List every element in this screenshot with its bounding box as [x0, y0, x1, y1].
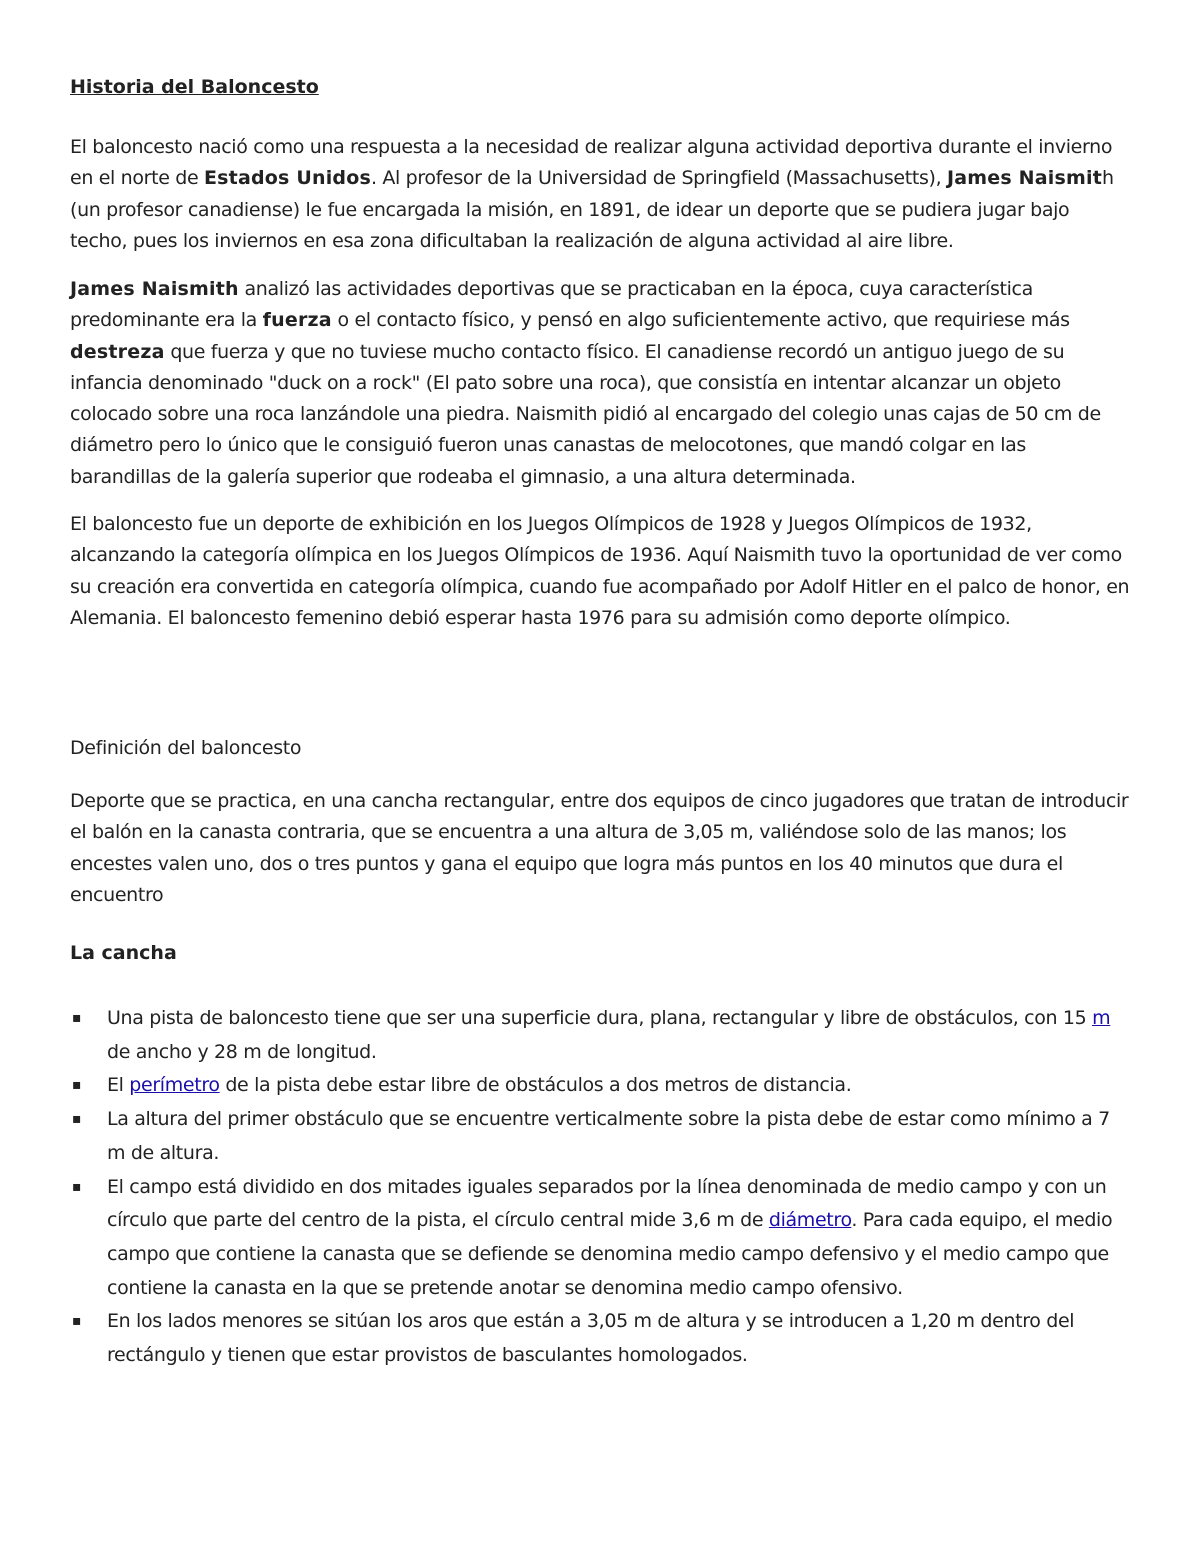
link-m[interactable]: m — [1092, 1007, 1111, 1029]
history-paragraph-3: El baloncesto fue un deporte de exhibición en los Juegos Olímpicos de 1928 y Juegos Olímpicos de 1932, alcanzando la categoría olímpica en los Juegos Olímpicos de 1936. Aquí Naismith tuvo la oportunidad de ver como su creación era convertida en categoría olímpica, cuando fue acompañado por Adolf Hitler en el palco de honor, en Alemania. El baloncesto femenino debió esperar hasta 1976 para su admisión como deporte olímpico. — [70, 513, 1130, 629]
text-run: analizó las actividades deportivas que se practicaban en la época, cuya característica predominante era la — [70, 278, 1033, 332]
list-item — [70, 1069, 1130, 1103]
bold-estados-unidos: Estados Unidos — [203, 167, 371, 190]
document-page — [70, 72, 1130, 1367]
history-paragraph-2 — [70, 274, 1130, 493]
text-run: La altura del primer obstáculo que se encuentre verticalmente sobre la pista debe de estar como mínimo a 7 m de altura. — [107, 1108, 1110, 1164]
bullet-icon: ▪ — [72, 1077, 82, 1094]
text-run: h (un profesor canadiense) le fue encargada la misión, en 1891, de idear un deporte que se pudiera jugar bajo techo, pues los inviernos en esa zona dificultaban la realización de alguna actividad al aire libre. — [70, 167, 1114, 252]
bold-destreza: destreza — [70, 340, 165, 363]
link-diametro[interactable]: diámetro — [768, 1209, 852, 1232]
cancha-bullet-list — [70, 1002, 1130, 1373]
bold-fuerza: fuerza — [262, 309, 332, 332]
text-run: En los lados menores se sitúan los aros que están a 3,05 m de altura y se introducen a 1,20 m dentro del rectángulo y tienen que estar provistos de basculantes homologados. — [107, 1310, 1075, 1367]
definition-paragraph: Deporte que se practica, en una cancha rectangular, entre dos equipos de cinco jugadores que tratan de introducir el balón en la canasta contraria, que se encuentra a una altura de 3,05 m, valiéndose solo de las manos; los encestes valen uno, dos o tres puntos y gana el equipo que logra más puntos en los 40 minutos que dura el encuentro — [70, 790, 1129, 906]
list-item — [70, 1002, 1130, 1069]
bold-james-naismith: James Naismit — [946, 167, 1103, 190]
text-run: El baloncesto nació como una respuesta a la necesidad de realizar alguna actividad deportiva durante el invierno en el norte de — [70, 136, 1113, 190]
text-run: Una pista de baloncesto tiene que ser una superficie dura, plana, rectangular y libre de obstáculos, con 15 — [107, 1007, 1093, 1029]
text-run: El campo está dividido en dos mitades iguales separados por la línea denominada de medio campo y con un círculo que parte del centro de la pista, el círculo central mide 3,6 m de — [107, 1175, 1107, 1232]
text-run: que fuerza y que no tuviese mucho contacto físico. El canadiense recordó un antiguo juego de su infancia denominado "duck on a rock" (El pato sobre una roca), que consistía en intentar alcanzar un objeto colocado sobre una roca lanzándole una piedra. Naismith pidió al encargado del colegio unas cajas de 50 cm de diámetro pero lo único que le consiguió fueron unas canastas de melocotones, que mandó colgar en las barandillas de la galería superior que rodeaba el gimnasio, a una altura determinada. — [70, 340, 1101, 488]
document-title: Historia del Baloncesto — [70, 76, 319, 98]
text-run: El — [107, 1074, 130, 1097]
bullet-icon: ▪ — [72, 1111, 82, 1128]
list-item — [70, 1103, 1130, 1170]
cancha-heading: La cancha — [70, 942, 177, 964]
text-run: . Al profesor de la Universidad de Springfield (Massachusetts), — [370, 167, 947, 190]
list-item — [70, 1171, 1130, 1306]
bullet-icon: ▪ — [72, 1010, 82, 1026]
text-run: o el contacto físico, y pensó en algo suficientemente activo, que requiriese más — [331, 309, 1070, 332]
text-run: . Para cada equipo, el medio campo que contiene la canasta que se defiende se denomina medio campo defensivo y el medio campo que contiene la canasta en la que se pretende anotar se denomina medio campo ofensivo. — [107, 1209, 1113, 1299]
text-run: de ancho y 28 m de longitud. — [107, 1040, 377, 1063]
history-paragraph-1 — [70, 132, 1130, 257]
bullet-icon: ▪ — [72, 1178, 82, 1195]
text-run: de la pista debe estar libre de obstáculos a dos metros de distancia. — [219, 1074, 852, 1097]
list-item — [70, 1305, 1130, 1372]
link-perimetro[interactable]: perímetro — [129, 1074, 220, 1097]
bold-james-naismith: James Naismith — [70, 278, 239, 300]
bullet-icon: ▪ — [72, 1313, 82, 1330]
definition-heading: Definición del baloncesto — [70, 737, 302, 759]
